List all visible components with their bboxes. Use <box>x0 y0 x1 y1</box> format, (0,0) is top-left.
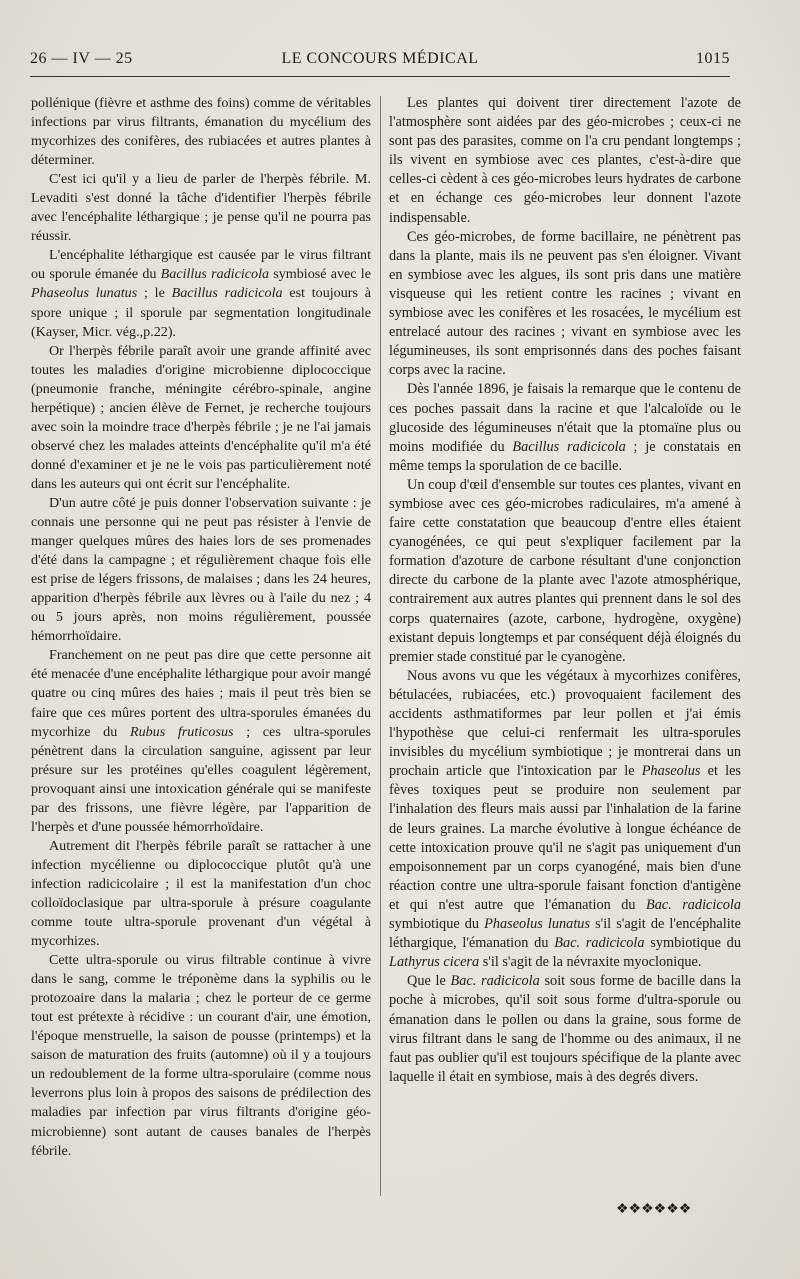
right-column <box>389 94 741 1087</box>
paragraph <box>389 380 741 475</box>
text-run: ; je constatais en même temps la sporulation de ce bacille. <box>389 438 741 474</box>
text-run: Cette ultra-sporule ou virus filtrable continue à vivre dans le sang, comme le tréponème dans la syphilis ou le protozoaire dans la malaria ; chez le porteur de ce germe tout est prétexte à récidive : un courant d'air, une émotion, l'époque menstruelle, la saison de pousse (printemps) et la saison de maturation des fruits (automne) où il y a toujours un redoublement de la forme ultra-sporulaire (comme nous leverrons plus loin à propos des saisons de prédilection des maladies par infection par virus filtrants d'origine géo-microbienne) sont autant de causes banales de l'herpès fébrile. <box>31 952 371 1159</box>
column-divider <box>380 96 381 1196</box>
paragraph <box>389 972 741 1087</box>
text-run: s'il s'agit de la névraxite myoclonique. <box>479 954 702 971</box>
italic-term: Bac. radicicola <box>450 973 540 990</box>
paragraph <box>31 646 371 836</box>
page-header <box>30 50 730 76</box>
paragraph <box>389 476 741 667</box>
text-run: Franchement on ne peut pas dire que cette personne ait été menacée d'une encéphalite léthargique pour avoir mangé quatre ou cinq mûres des haies ; mais il peut très bien se faire que ces mûres portent des ultra-sporules émanées du mycorhize du <box>31 647 371 740</box>
italic-term: Phaseolus <box>641 763 701 780</box>
text-run: Or l'herpès fébrile paraît avoir une grande affinité avec toutes les maladies d'origine microbienne diplococcique (pneumonie franche, méningite cérébro-spinale, angine herpétique) ; ancien élève de Fernet, je recherche toujours avec soin la moindre trace d'herpès fébrile ; je ne l'ai jamais observé chez les malades atteints d'encéphalite qu'il m'a été donné d'examiner et je ne le vois pas particulièrement noté dans les auteurs qui ont écrit sur l'encéphalite. <box>31 342 371 492</box>
text-run: Ces géo-microbes, de forme bacillaire, ne pénètrent pas dans la plante, mais ils ne peuvent pas s'en éloigner. Vivant en symbiose avec les algues, ils sont pris dans une matière visqueuse qui les retient contre les racines ; vivant en symbiose avec les conifères et les rosacées, le mycélium est entrelacé autour des racines ; vivant en symbiose avec les légumineuses, ils sont emprisonnés dans des poches faisant corps avec la racine. <box>389 228 741 379</box>
text-run: ; ces ultra-sporules pénètrent dans la circulation sanguine, agissent par leur présure sur les protéines qu'elles coagulent légèrement, provoquant ainsi une intoxication générale qui se manifeste par des frissons, une fièvre légère, par l'apparition de l'herpès et d'une poussée hémorrhoïdaire. <box>31 723 371 835</box>
italic-term: Bac. radicicola <box>554 935 645 952</box>
text-run: s'il s'agit de l'encéphalite léthargique, l'émanation du <box>389 916 741 952</box>
italic-term: Rubus fruticosus <box>129 723 234 740</box>
text-run: symbiosé avec le <box>269 266 371 283</box>
page-number: 1015 <box>696 50 730 67</box>
text-run: ; le <box>137 285 172 302</box>
italic-term: Bacillus radicicola <box>160 266 270 283</box>
left-column <box>31 94 371 1161</box>
italic-term: Lathyrus cicera <box>389 954 480 971</box>
italic-term: Phaseolus lunatus <box>31 285 138 302</box>
end-ornament: ❖❖❖❖❖❖ <box>616 1202 692 1217</box>
paragraph <box>31 837 371 951</box>
text-run: L'encéphalite léthargique est causée par le virus filtrant ou sporule émanée du <box>31 247 371 283</box>
text-run: pollénique (fièvre et asthme des foins) comme de véritables infections par virus filtrants, émanation du mycélium des mycorhizes des conifères, des rubiacées et autres plantes à déterminer. <box>31 95 371 169</box>
paragraph <box>31 951 371 1161</box>
header-rule <box>30 76 730 77</box>
paragraph <box>31 246 371 341</box>
text-run: Que le <box>407 973 451 990</box>
paragraph <box>31 94 371 170</box>
paragraph <box>31 494 371 646</box>
text-run: est toujours à spore unique ; il sporule par segmentation longitudinale (Kayser, Micr. vég.,p.22). <box>31 285 371 340</box>
text-run: symbiotique du <box>644 935 741 952</box>
paragraph <box>31 342 371 494</box>
text-run: soit sous forme de bacille dans la poche à microbes, qu'il soit sous forme d'ultra-sporule ou émanation dans le pollen ou dans la graine, sous forme de virus filtrant dans le sang de l'homme ou des animaux, il ne faut pas oublier qu'il est toujours spécifique de la plante avec laquelle il était en symbiose, mais à des degrés divers. <box>389 973 741 1085</box>
text-run: Dès l'année 1896, je faisais la remarque que le contenu de ces poches passait dans la racine et que l'alcaloïde ou le glucoside des légumineuses n'était que la ptomaïne plus ou moins modifiée du <box>389 381 741 455</box>
journal-title: LE CONCOURS MÉDICAL <box>281 50 479 67</box>
text-run: et les fèves toxiques peut se produire non seulement par l'inhalation des fleurs mais aussi par l'inhalation de la farine de leurs graines. La marche évolutive à longue échéance de cette intoxication prouve qu'il ne s'agit pas uniquement d'un empoisonnement par un corps cyanogéné, mais bien d'une réaction contre une ultra-sporule faisant fonction d'antigène et qui n'est autre que l'émanation du <box>389 763 741 913</box>
paragraph <box>389 667 741 973</box>
italic-term: Bacillus radicicola <box>171 285 283 302</box>
paragraph <box>389 228 741 381</box>
italic-term: Bac. radicicola <box>645 896 741 913</box>
paragraph <box>389 94 741 228</box>
text-run: symbiotique du <box>389 916 485 933</box>
text-run: D'un autre côté je puis donner l'observation suivante : je connais une personne qui ne peut pas résister à l'envie de manger quelques mûres des haies lors de ses promenades d'été dans la campagne ; et régulièrement chaque fois elle est prise de légers frissons, de malaises ; dans les 24 heures, apparition d'herpès fébrile aux lèvres ou à l'aile du nez ; 4 ou 5 jours après, non moins régulièrement, poussée hémorrhoïdaire. <box>31 494 371 645</box>
text-run: C'est ici qu'il y a lieu de parler de l'herpès fébrile. M. Levaditi s'est donné la tâche d'identifier l'herpès fébrile avec l'encéphalite léthargique ; je pense qu'il ne pourra pas réussir. <box>31 171 371 245</box>
text-run: Un coup d'œil d'ensemble sur toutes ces plantes, vivant en symbiose avec ces géo-microbes radiculaires, m'a amené à faire cette constatation que beaucoup d'entre elles étaient cyanogénées, ce qui peut s'expliquer facilement par la formation d'azoture de carbone résultant d'une conjonction directe du carbone de la plante avec l'azote atmosphérique, contrairement aux autres plantes qui prennent dans le sol des corps quaternaires (azote, carbone, hydrogène, oxygène) existant depuis longtemps et par conséquent déjà éloignés du premier stade constitué par le cyanogène. <box>389 476 741 665</box>
header-date: 26 — IV — 25 <box>30 50 133 67</box>
text-run: Nous avons vu que les végétaux à mycorhizes conifères, bétulacées, rubiacées, etc.) provoquaient facilement des accidents asthmatiformes par leur pollen et j'ai émis l'hypothèse que celui-ci renfermait les ultra-sporules invisibles du mycélium symbiotique ; je montrerai dans un prochain article que l'intoxication par le <box>389 667 741 780</box>
text-run: Les plantes qui doivent tirer directement l'azote de l'atmosphère sont aidées par des géo-microbes ; ceux-ci ne sont pas des parasites, comme on l'a cru pendant longtemps ; ils vivent en symbiose avec ces plantes, c'est-à-dire que celles-ci cèdent à ces géo-microbes leurs hydrates de carbone et en échange ces géo-microbes leur donnent l'azote indispensable. <box>389 95 741 226</box>
paragraph <box>31 170 371 246</box>
text-run: Autrement dit l'herpès fébrile paraît se rattacher à une infection mycélienne ou diplococcique plutôt qu'à une infection radicicolaire ; il est la manifestation d'un choc colloïdoclasique par ultra-sporule à présure coagulante comme toute ultra-sporule provenant d'un végétal à mycorhizes. <box>31 837 371 950</box>
italic-term: Phaseolus lunatus <box>484 916 591 933</box>
italic-term: Bacillus radicicola <box>512 438 626 455</box>
